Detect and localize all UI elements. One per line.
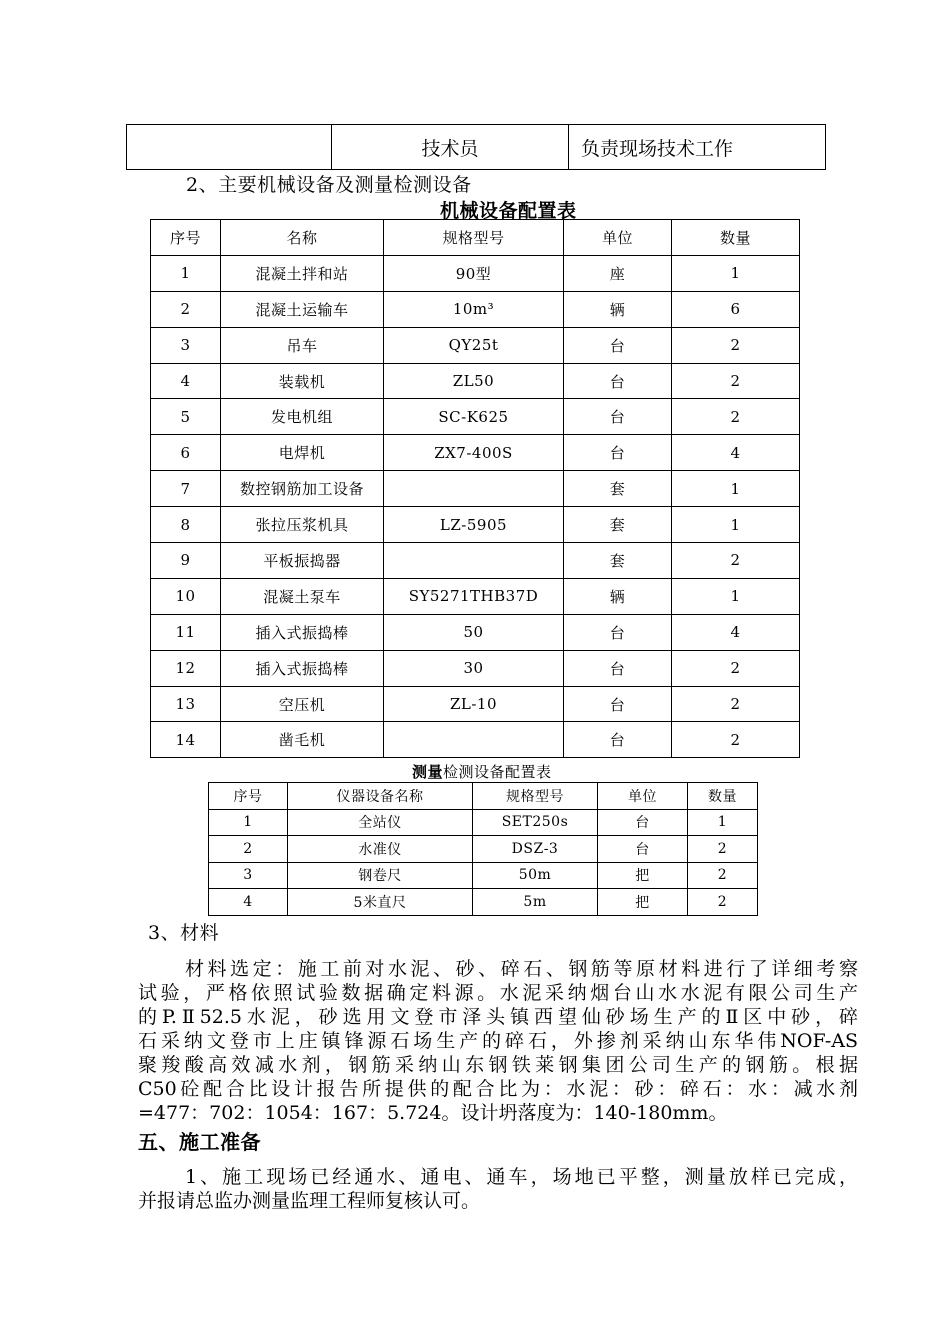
column-header: 序号 <box>209 783 288 810</box>
text-line: 聚羧酸高效减水剂，钢筋采纳山东钢铁莱钢集团公司生产的钢筋。根据 <box>138 1054 858 1076</box>
table-cell: 1 <box>672 507 800 543</box>
table-cell: 10 <box>151 578 221 614</box>
table-row <box>151 578 800 614</box>
table-cell: 2 <box>672 722 800 758</box>
text-line: 试验，严格依照试验数据确定料源。水泥采纳烟台山水水泥有限公司生产 <box>138 982 858 1004</box>
table-row <box>151 327 800 363</box>
table-row <box>209 862 758 889</box>
section-heading: 2、主要机械设备及测量检测设备 <box>186 174 472 196</box>
table-row <box>151 650 800 686</box>
table-cell: 台 <box>598 836 688 863</box>
table-cell: 座 <box>564 255 672 291</box>
table-cell: 数控钢筋加工设备 <box>221 471 384 507</box>
table-cell: 8 <box>151 507 221 543</box>
table-title: 机械设备配置表 <box>440 200 577 222</box>
section-heading: 3、材料 <box>148 922 220 944</box>
table-cell: 吊车 <box>221 327 384 363</box>
column-header: 仪器设备名称 <box>288 783 473 810</box>
table-cell: 台 <box>564 686 672 722</box>
table-cell <box>127 125 332 170</box>
table-cell: 4 <box>672 614 800 650</box>
table-cell: 1 <box>151 255 221 291</box>
table-cell: 台 <box>564 722 672 758</box>
table-cell: 3 <box>209 862 288 889</box>
table-cell: 混凝土拌和站 <box>221 255 384 291</box>
column-header: 单位 <box>564 220 672 256</box>
table-title-rest: 检测设备配置表 <box>443 763 552 781</box>
mechanical-equipment-table <box>150 219 800 758</box>
table-cell: QY25t <box>384 327 564 363</box>
table-cell: DSZ-3 <box>473 836 598 863</box>
table-cell: 台 <box>564 650 672 686</box>
table-cell: 套 <box>564 471 672 507</box>
table-cell: 水准仪 <box>288 836 473 863</box>
table-cell: SY5271THB37D <box>384 578 564 614</box>
materials-paragraph <box>138 957 858 1125</box>
text-line: 的P.Ⅱ52.5水泥，砂选用文登市泽头镇西望仙砂场生产的Ⅱ区中砂，碎 <box>138 1006 858 1028</box>
table-row <box>151 435 800 471</box>
table-cell: 2 <box>688 889 758 916</box>
table-cell: 2 <box>672 327 800 363</box>
table-cell: 台 <box>564 363 672 399</box>
column-header: 规格型号 <box>384 220 564 256</box>
table-cell: 90型 <box>384 255 564 291</box>
preparation-paragraph <box>138 1165 858 1213</box>
table-row <box>209 809 758 836</box>
measurement-equipment-table <box>208 782 758 916</box>
column-header: 数量 <box>672 220 800 256</box>
table-cell: 1 <box>672 255 800 291</box>
table-cell: 3 <box>151 327 221 363</box>
table-row <box>151 722 800 758</box>
table-cell: 把 <box>598 889 688 916</box>
table-cell: 1 <box>209 809 288 836</box>
table-row <box>151 614 800 650</box>
table-cell <box>384 543 564 579</box>
table-cell: 2 <box>151 291 221 327</box>
table-cell: 台 <box>564 435 672 471</box>
table-cell: 全站仪 <box>288 809 473 836</box>
table-row <box>151 363 800 399</box>
table-title <box>412 761 552 782</box>
table-cell: 30 <box>384 650 564 686</box>
table-cell: 4 <box>151 363 221 399</box>
table-cell: 7 <box>151 471 221 507</box>
table-cell: 6 <box>151 435 221 471</box>
table-row <box>151 543 800 579</box>
column-header: 数量 <box>688 783 758 810</box>
table-cell: 1 <box>672 471 800 507</box>
column-header: 单位 <box>598 783 688 810</box>
table-cell: 2 <box>672 543 800 579</box>
table-cell: 技术员 <box>332 125 569 170</box>
table-cell: 装载机 <box>221 363 384 399</box>
table-cell: 插入式振捣棒 <box>221 650 384 686</box>
table-row <box>127 125 826 170</box>
table-row <box>151 255 800 291</box>
table-cell: 辆 <box>564 291 672 327</box>
table-cell: 张拉压浆机具 <box>221 507 384 543</box>
table-cell: 4 <box>672 435 800 471</box>
table-cell: 11 <box>151 614 221 650</box>
table-cell: 凿毛机 <box>221 722 384 758</box>
table-cell: SC-K625 <box>384 399 564 435</box>
text-line: 并报请总监办测量监理工程师复核认可。 <box>138 1190 481 1212</box>
table-row <box>209 889 758 916</box>
table-cell: 1 <box>688 809 758 836</box>
table-title-bold: 测量 <box>412 763 444 781</box>
text-line: 石采纳文登市上庄镇锋源石场生产的碎石，外掺剂采纳山东华伟NOF-AS <box>138 1030 858 1052</box>
text-line: 1、施工现场已经通水、通电、通车，场地已平整，测量放样已完成， <box>185 1166 858 1188</box>
table-cell: 台 <box>564 327 672 363</box>
table-row <box>151 471 800 507</box>
table-cell: 12 <box>151 650 221 686</box>
table-cell: 2 <box>688 836 758 863</box>
table-cell: 2 <box>672 650 800 686</box>
table-cell: 6 <box>672 291 800 327</box>
table-header-row <box>209 783 758 810</box>
table-cell: 负责现场技术工作 <box>569 125 826 170</box>
table-row <box>151 507 800 543</box>
table-cell: 发电机组 <box>221 399 384 435</box>
table-cell: 4 <box>209 889 288 916</box>
table-cell: ZX7-400S <box>384 435 564 471</box>
table-cell: ZL50 <box>384 363 564 399</box>
table-cell: 电焊机 <box>221 435 384 471</box>
table-cell: 空压机 <box>221 686 384 722</box>
table-cell: LZ-5905 <box>384 507 564 543</box>
table-cell: 插入式振捣棒 <box>221 614 384 650</box>
table-cell: 台 <box>598 809 688 836</box>
table-cell: 套 <box>564 543 672 579</box>
table-header-row <box>151 220 800 256</box>
section-heading: 五、施工准备 <box>138 1130 261 1154</box>
table-cell: 2 <box>209 836 288 863</box>
staff-table <box>126 124 826 170</box>
column-header: 序号 <box>151 220 221 256</box>
table-cell: 1 <box>672 578 800 614</box>
table-cell: 2 <box>688 862 758 889</box>
text-line: =477：702：1054：167：5.724。设计坍落度为：140-180mm。 <box>138 1102 728 1124</box>
table-cell: 钢卷尺 <box>288 862 473 889</box>
table-cell: 50m <box>473 862 598 889</box>
table-cell: 混凝土运输车 <box>221 291 384 327</box>
table-row <box>209 836 758 863</box>
table-cell <box>384 471 564 507</box>
table-cell: 2 <box>672 686 800 722</box>
table-cell: 把 <box>598 862 688 889</box>
column-header: 规格型号 <box>473 783 598 810</box>
table-cell: 5米直尺 <box>288 889 473 916</box>
text-line: 材料选定：施工前对水泥、砂、碎石、钢筋等原材料进行了详细考察 <box>185 958 858 980</box>
table-cell: 10m³ <box>384 291 564 327</box>
table-cell: 50 <box>384 614 564 650</box>
table-cell: SET250s <box>473 809 598 836</box>
column-header: 名称 <box>221 220 384 256</box>
table-cell: 台 <box>564 614 672 650</box>
table-cell: 套 <box>564 507 672 543</box>
text-line: C50砼配合比设计报告所提供的配合比为：水泥：砂：碎石：水：减水剂 <box>138 1078 858 1100</box>
table-row <box>151 399 800 435</box>
table-cell: 2 <box>672 363 800 399</box>
table-cell: 13 <box>151 686 221 722</box>
table-cell: 辆 <box>564 578 672 614</box>
table-cell: 2 <box>672 399 800 435</box>
table-cell: 14 <box>151 722 221 758</box>
table-cell <box>384 722 564 758</box>
table-cell: 9 <box>151 543 221 579</box>
table-row <box>151 291 800 327</box>
table-cell: 台 <box>564 399 672 435</box>
table-cell: 混凝土泵车 <box>221 578 384 614</box>
table-cell: ZL-10 <box>384 686 564 722</box>
table-cell: 5 <box>151 399 221 435</box>
table-cell: 平板振捣器 <box>221 543 384 579</box>
table-row <box>151 686 800 722</box>
table-cell: 5m <box>473 889 598 916</box>
